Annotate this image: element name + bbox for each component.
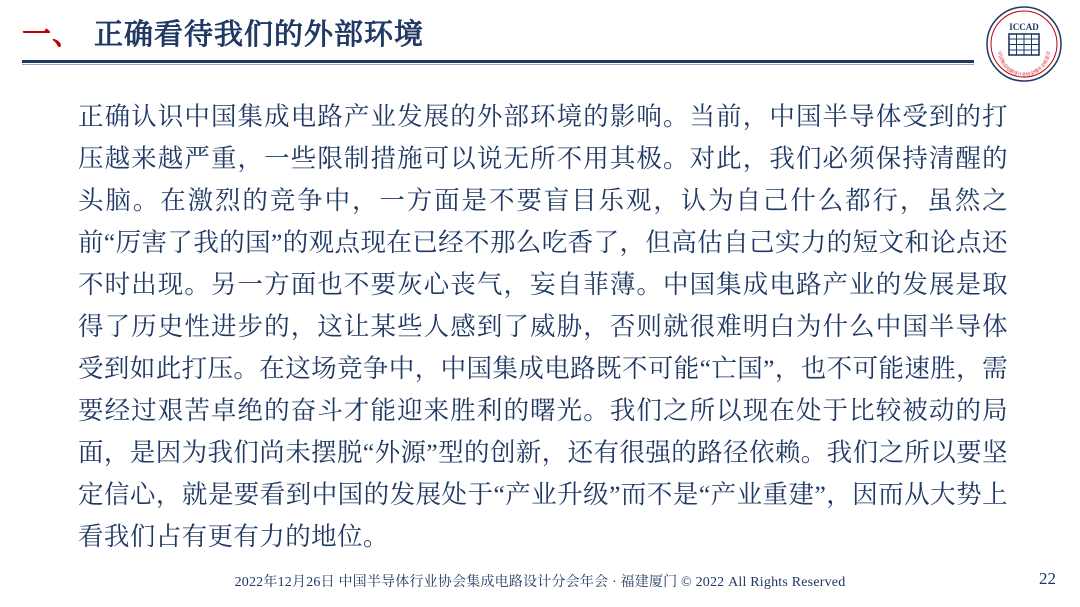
page-title	[22, 12, 424, 53]
slide-footer	[0, 571, 1080, 595]
title-index: 一、	[22, 19, 83, 51]
body-paragraph: 正确认识中国集成电路产业发展的外部环境的影响。当前，中国半导体受到的打压越来越严重，一些限制措施可以说无所不用其极。对此，我们必须保持清醒的头脑。在激烈的竞争中，一方面是不要盲目乐观，认为自己什么都行，虽然之前“厉害了我的国”的观点现在已经不那么吃香了，但高估自己实力的短文和论点还不时出现。另一方面也不要灰心丧气，妄自菲薄。中国集成电路产业的发展是取得了历史性进步的，这让某些人感到了威胁，否则就很难明白为什么中国半导体受到如此打压。在这场竞争中，中国集成电路既不可能“亡国”，也不可能速胜，需要经过艰苦卓绝的奋斗才能迎来胜利的曙光。我们之所以现在处于比较被动的局面，是因为我们尚未摆脱“外源”型的创新，还有很强的路径依赖。我们之所以要坚定信心，就是要看到中国的发展处于“产业升级”而不是“产业重建”，因而从大势上看我们占有更有力的地位。	[78, 102, 1008, 551]
svg-text:中国集成电路设计业协会暨年会组委会: 中国集成电路设计业协会暨年会组委会	[996, 50, 1052, 77]
header-divider	[22, 60, 974, 63]
header-divider-thin	[22, 64, 974, 65]
iccad-logo-icon	[986, 6, 1062, 82]
slide-header	[0, 0, 1080, 72]
title-text: 正确看待我们的外部环境	[94, 19, 425, 51]
svg-text:ICCAD: ICCAD	[1009, 22, 1039, 32]
page-number: 22	[1039, 569, 1056, 588]
footer-text: 2022年12月26日 中国半导体行业协会集成电路设计分会年会 · 福建厦门 © 2022 All Rights Reserved	[234, 575, 846, 590]
